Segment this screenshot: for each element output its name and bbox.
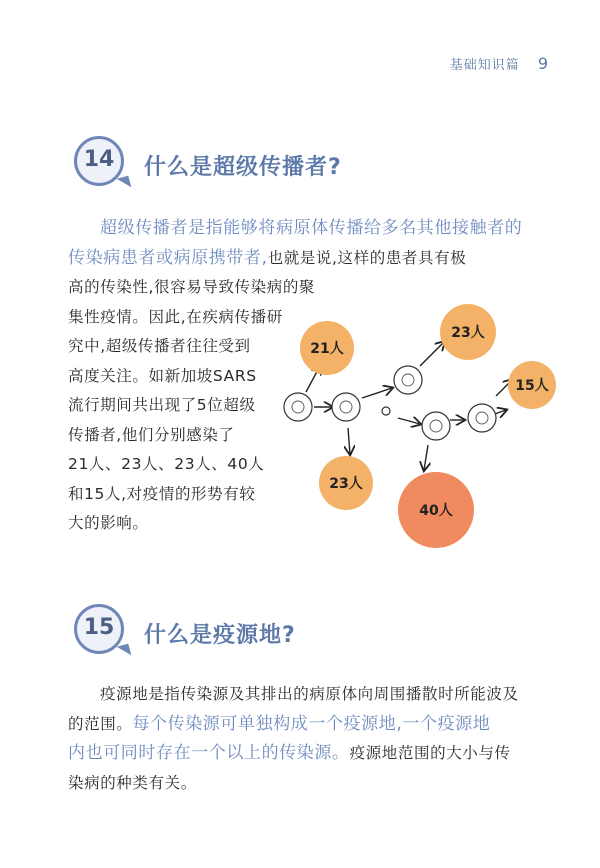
question-title-14: 什么是超级传播者? xyxy=(144,155,342,180)
q15-line: 染病的种类有关。 xyxy=(68,773,197,792)
question-badge-14 xyxy=(74,136,124,186)
q14-line: 集性疫情。因此,在疾病传播研 xyxy=(68,307,283,326)
infection-count-label: 21人 xyxy=(310,341,344,357)
q14-intro xyxy=(68,214,538,273)
infection-count-label: 23人 xyxy=(451,325,485,341)
arrow xyxy=(362,388,392,398)
q15-line: 疫源地是指传染源及其排出的病原体向周围播散时所能波及 xyxy=(100,685,519,703)
superspreader-diagram xyxy=(270,300,570,560)
q14-intro-rest: 也就是说,这样的患者具有极 xyxy=(267,248,467,267)
q14-line: 和15人,对疫情的形势有较 xyxy=(68,484,256,503)
q14-line: 流行期间共出现了5位超级 xyxy=(68,396,256,414)
infection-count-label: 40人 xyxy=(419,503,453,519)
question-number: 15 xyxy=(83,615,115,640)
badge-tail-icon xyxy=(117,644,132,659)
q15-line: 的范围。每个传染源可单独构成一个疫源地,一个疫源地 xyxy=(68,713,491,734)
page-header xyxy=(450,54,548,73)
person-nodes xyxy=(284,366,496,440)
question-badge-15 xyxy=(74,604,124,654)
question-number: 14 xyxy=(83,147,115,172)
section-title: 基础知识篇 xyxy=(449,58,520,73)
q14-paragraph xyxy=(68,214,538,273)
person-icons xyxy=(292,374,488,432)
arrow xyxy=(348,428,350,454)
question-title-15: 什么是疫源地? xyxy=(144,623,296,648)
arrow xyxy=(398,418,420,424)
q15-paragraph xyxy=(68,680,548,798)
person-node xyxy=(332,393,360,421)
page-number: 9 xyxy=(537,54,548,73)
person-node xyxy=(284,393,312,421)
infection-count-label: 23人 xyxy=(329,476,363,492)
q14-highlight: 超级传播者是指能够将病原体传播给多名其他接触者的传染病患者或病原携带者, xyxy=(68,218,523,268)
q15-line: 内也可同时存在一个以上的传染源。疫源地范围的大小与传 xyxy=(68,743,511,763)
badge-tail-icon xyxy=(117,176,132,191)
q14-line: 高的传染性,很容易导致传染病的聚 xyxy=(68,278,316,296)
person-node xyxy=(394,366,422,394)
q14-line: 究中,超级传播者往往受到 xyxy=(68,337,251,355)
arrow xyxy=(424,445,428,470)
infection-count-label: 15人 xyxy=(515,378,549,394)
q14-line: 大的影响。 xyxy=(68,514,149,532)
person-node xyxy=(422,412,450,440)
q15-highlight: 内也可同时存在一个以上的传染源。 xyxy=(68,743,350,763)
q15-highlight: 每个传染源可单独构成一个疫源地,一个疫源地 xyxy=(132,713,491,734)
q14-line: 传播者,他们分别感染了 xyxy=(68,425,235,444)
q14-line: 高度关注。如新加坡SARS xyxy=(68,366,257,385)
arrow xyxy=(420,342,444,366)
q14-line: 21人、23人、23人、40人 xyxy=(68,455,265,473)
person-node xyxy=(468,404,496,432)
person-node xyxy=(382,407,390,415)
